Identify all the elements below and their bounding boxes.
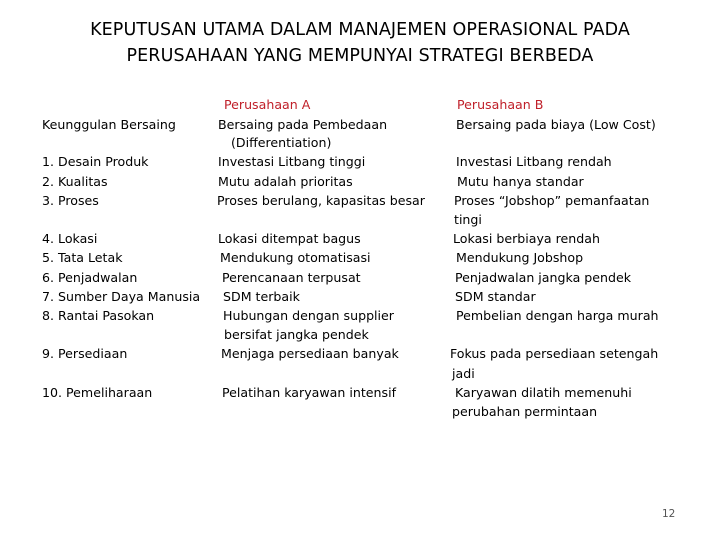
company-a-line: Menjaga persediaan banyak [221, 346, 399, 361]
company-b-line: tingi [454, 212, 482, 227]
company-b-line: Pembelian dengan harga murah [456, 308, 659, 323]
company-a-line: Mendukung otomatisasi [220, 250, 371, 265]
company-a-heading: Perusahaan A [224, 97, 311, 112]
criteria-item: 10. Pemeliharaan [42, 385, 153, 400]
criteria-item: 6. Penjadwalan [42, 270, 138, 285]
company-b-line: Proses “Jobshop” pemanfaatan [454, 193, 650, 208]
criteria-item: 5. Tata Letak [42, 250, 123, 265]
company-b-line: Penjadwalan jangka pendek [455, 270, 632, 285]
company-a-line: Pelatihan karyawan intensif [222, 385, 397, 400]
company-b-heading: Perusahaan B [457, 97, 544, 112]
criteria-item: 8. Rantai Pasokan [42, 308, 155, 323]
slide-title-line-2: PERUSAHAAN YANG MEMPUNYAI STRATEGI BERBEDA [126, 46, 594, 66]
company-b-line: Investasi Litbang rendah [456, 154, 612, 169]
company-b-line: perubahan permintaan [452, 404, 598, 419]
company-a-line: Investasi Litbang tinggi [218, 154, 366, 169]
company-b-line: Karyawan dilatih memenuhi [455, 385, 632, 400]
company-a-line: SDM terbaik [223, 289, 300, 304]
company-b-line: Bersaing pada biaya (Low Cost) [456, 117, 656, 132]
criteria-item: 3. Proses [42, 193, 99, 208]
criteria-item: 1. Desain Produk [42, 154, 149, 169]
company-b-line: Mutu hanya standar [457, 174, 584, 189]
criteria-item: 7. Sumber Daya Manusia [42, 289, 201, 304]
company-a-line: Mutu adalah prioritas [218, 174, 353, 189]
company-b-line: Fokus pada persediaan setengah [450, 346, 659, 361]
company-a-line: Proses berulang, kapasitas besar [217, 193, 425, 208]
company-a-line: (Differentiation) [231, 135, 332, 150]
criteria-item: 9. Persediaan [42, 346, 128, 361]
company-b-line: Mendukung Jobshop [456, 250, 584, 265]
company-b-line: SDM standar [455, 289, 536, 304]
company-a-line: Perencanaan terpusat [222, 270, 361, 285]
company-b-line: Lokasi berbiaya rendah [453, 231, 600, 246]
company-a-line: Lokasi ditempat bagus [218, 231, 361, 246]
company-a-line: bersifat jangka pendek [224, 327, 369, 342]
company-b-line: jadi [452, 366, 475, 381]
slide-title-line-1: KEPUTUSAN UTAMA DALAM MANAJEMEN OPERASIONAL PADA [90, 20, 630, 40]
company-a-line: Bersaing pada Pembedaan [218, 117, 388, 132]
company-a-line: Hubungan dengan supplier [223, 308, 394, 323]
criteria-header: Keunggulan Bersaing [42, 117, 176, 132]
criteria-item: 4. Lokasi [42, 231, 98, 246]
criteria-item: 2. Kualitas [42, 174, 108, 189]
page-number: 12 [662, 508, 676, 520]
